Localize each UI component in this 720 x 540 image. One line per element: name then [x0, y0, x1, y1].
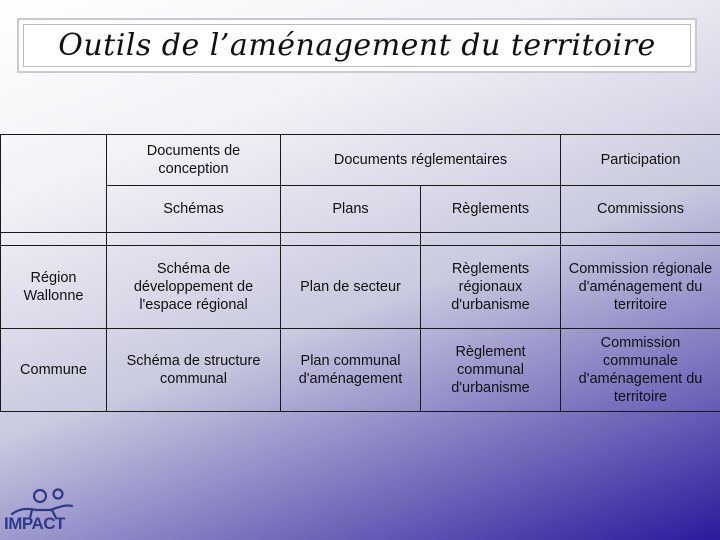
cell-schema: Schéma de développement de l'espace régional — [107, 246, 281, 329]
header-participation: Participation — [561, 135, 720, 186]
cell-plan: Plan communal d'aménagement — [281, 329, 421, 412]
header-plans: Plans — [281, 186, 421, 233]
tools-table — [0, 134, 720, 412]
spacer-cell — [421, 233, 561, 246]
cell-plan: Plan de secteur — [281, 246, 421, 329]
spacer-cell — [561, 233, 720, 246]
spacer-cell — [281, 233, 421, 246]
corner-cell — [1, 135, 107, 233]
cell-reglement: Règlements régionaux d'urbanisme — [421, 246, 561, 329]
spacer-row — [1, 233, 720, 246]
title-box — [17, 18, 697, 73]
logo-wordmark: IMPACT — [4, 514, 65, 533]
header-row-2 — [1, 186, 720, 233]
row-label-commune: Commune — [1, 329, 107, 412]
spacer-cell — [107, 233, 281, 246]
table-row — [1, 246, 720, 329]
cell-commission: Commission régionale d'aménagement du territoire — [561, 246, 720, 329]
cell-schema: Schéma de structure communal — [107, 329, 281, 412]
spacer-cell — [1, 233, 107, 246]
slide-title: Outils de l’aménagement du territoire — [58, 28, 656, 63]
header-reglementaires: Documents réglementaires — [281, 135, 561, 186]
cell-commission: Commission communale d'aménagement du territoire — [561, 329, 720, 412]
header-row-1 — [1, 135, 720, 186]
cell-reglement: Règlement communal d'urbanisme — [421, 329, 561, 412]
table-row — [1, 329, 720, 412]
header-conception: Documents de conception — [107, 135, 281, 186]
header-commissions: Commissions — [561, 186, 720, 233]
header-reglements: Règlements — [421, 186, 561, 233]
row-label-region: Région Wallonne — [1, 246, 107, 329]
header-schemas: Schémas — [107, 186, 281, 233]
